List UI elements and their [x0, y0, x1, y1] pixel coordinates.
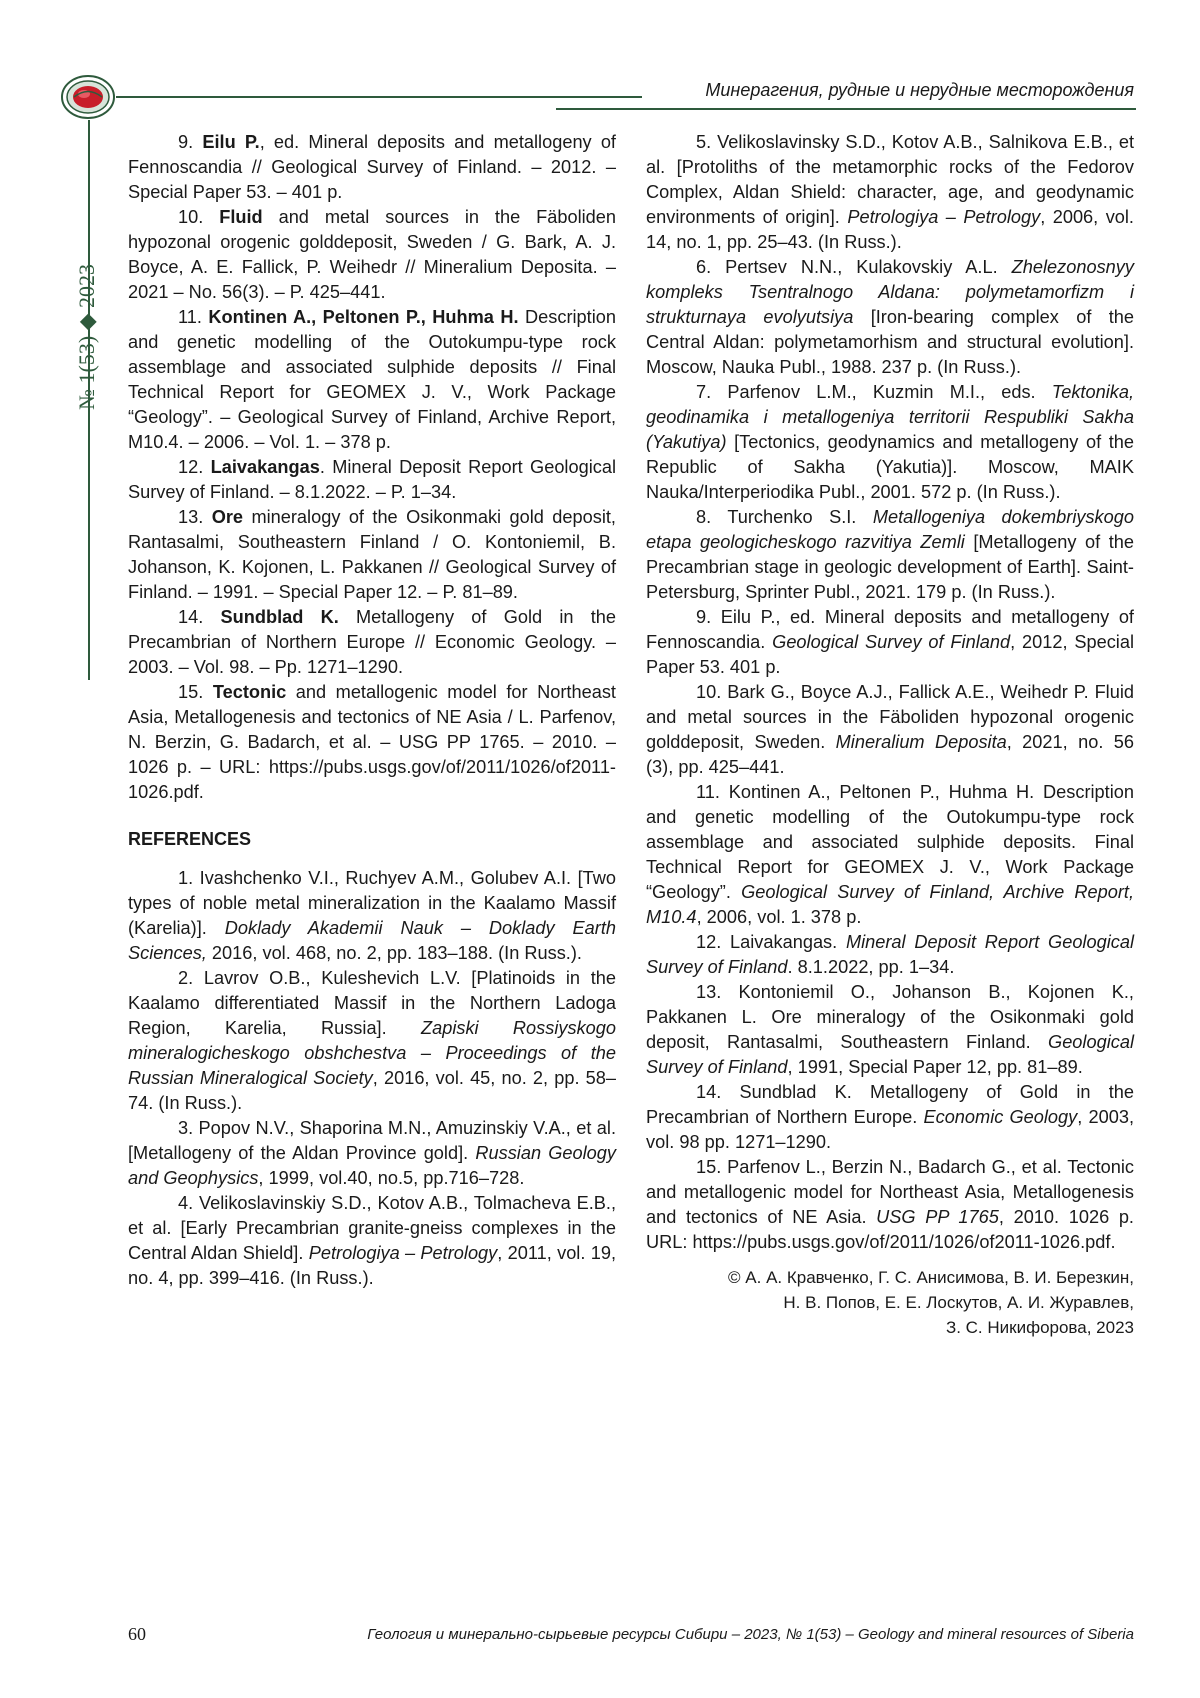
reference-entry — [128, 1116, 616, 1191]
reference-entry — [646, 780, 1134, 930]
source-entry — [128, 305, 616, 455]
section-title: Минерагения, рудные и нерудные месторождения — [705, 80, 1134, 100]
reference-text: 5. Velikoslavinsky S.D., Kotov A.B., Salnikova E.B., et al. [Protoliths of the metamorphic rocks of the Fedorov Complex, Aldan Shield: character, age, and geodynamic environments of origin]. — [646, 132, 1134, 227]
reference-entry — [646, 505, 1134, 605]
reference-details: , 1991, Special Paper 12, pp. 81–89. — [787, 1057, 1083, 1077]
reference-source: Geological Survey of Finland — [646, 1032, 1134, 1077]
reference-details: [Iron-bearing complex of the Central Aldan: polymetamorhism and structural evolution]. Moscow, Nauka Publ., 1988. 237 p. (In Russ.). — [646, 307, 1134, 377]
entry-number: 13. — [178, 507, 204, 527]
journal-footer: Геология и минерально-сырьевые ресурсы Сибири – 2023, № 1(53) – Geology and mineral resources of Siberia — [367, 1626, 1134, 1643]
references-heading: REFERENCES — [128, 829, 252, 849]
reference-text: 2. Lavrov O.B., Kuleshevich L.V. [Platinoids in the Kaalamo differentiated Massif in the Northern Ladoga Region, Karelia, Russia]. — [128, 968, 616, 1038]
reference-text: 14. Sundblad K. Metallogeny of Gold in the Precambrian of Northern Europe. — [646, 1082, 1134, 1127]
reference-source: Geological Survey of Finland — [772, 632, 1011, 652]
references-list-right — [646, 130, 1134, 1255]
reference-entry — [646, 380, 1134, 505]
reference-entry — [646, 605, 1134, 680]
reference-text: 12. Laivakangas. — [696, 932, 846, 952]
copyright-line: З. С. Никифорова, 2023 — [945, 1318, 1134, 1337]
entry-lead: Ore — [211, 507, 244, 527]
reference-entry — [646, 930, 1134, 980]
left-column — [128, 130, 616, 1291]
reference-details: 2016, vol. 468, no. 2, pp. 183–188. (In Russ.). — [206, 943, 582, 963]
journal-logo-icon — [60, 74, 116, 120]
right-column — [646, 130, 1134, 1340]
entry-text: Metallogeny of Gold in the Precambrian of Northern Europe // Economic Geology. – 2003. – Vol. 98. – Pp. 1271–1290. — [128, 607, 617, 677]
entry-number: 15. — [178, 682, 204, 702]
reference-source: Geological Survey of Finland, Archive Report, M10.4 — [646, 882, 1134, 927]
entry-text: and metal sources in the Fäboliden hypozonal orogenic golddeposit, Sweden / G. Bark, A. J. Boyce, A. E. Fallick, P. Weihedr // Mineralium Deposita. – 2021 – No. 56(3). – P. 425–441. — [128, 207, 616, 302]
reference-text: 11. Kontinen A., Peltonen P., Huhma H. Description and genetic modelling of the Outokumpu-type rock assemblage and associated sulphide deposits. Final Technical Report for GEOMEX J. V., Work Package “Geology”. — [646, 782, 1134, 902]
reference-entry — [128, 866, 616, 966]
entry-number: 12. — [178, 457, 204, 477]
reference-details: , 2021, no. 56 (3), pp. 425–441. — [646, 732, 1134, 777]
reference-details: [Metallogeny of the Precambrian stage in geologic development of Earth]. Saint-Petersburg, Sprinter Publ., 2021. 179 p. (In Russ.). — [646, 532, 1134, 602]
reference-entry — [646, 680, 1134, 780]
entry-lead: Laivakangas — [210, 457, 320, 477]
source-entry — [128, 455, 616, 505]
entry-number: 10. — [178, 207, 204, 227]
reference-source: Tektonika, geodinamika i metallogeniya territorii Respubliki Sakha (Yakutiya) — [646, 382, 1134, 452]
reference-source: Zhelezonosnyy kompleks Tsentralnogo Aldana: polymetamorfizm i strukturnaya evolyutsiya — [646, 257, 1134, 327]
reference-source: Mineral Deposit Report Geological Survey of Finland — [646, 932, 1134, 977]
source-entry — [128, 680, 616, 805]
reference-source: Doklady Akademii Nauk – Doklady Earth Sciences, — [128, 918, 616, 963]
reference-text: 1. Ivashchenko V.I., Ruchyev A.M., Golubev A.I. [Two types of noble metal mineralization in the Kaalamo Massif (Karelia)]. — [128, 868, 616, 938]
entry-lead: Fluid — [219, 207, 263, 227]
issue-label: № 1(53) ◆ 2023 — [74, 263, 99, 410]
entry-text: and metallogenic model for Northeast Asia, Metallogenesis and tectonics of NE Asia / L. Parfenov, N. Berzin, G. Badarch, et al. – USG PP 1765. – 2010. – 1026 p. – URL: https://pubs.usgs.gov/of/2011/1026/of2011-1026.pdf. — [128, 682, 616, 802]
header-rule-lower — [556, 108, 1136, 110]
reference-details: . 8.1.2022, pp. 1–34. — [787, 957, 955, 977]
source-entry — [128, 605, 616, 680]
reference-source: Petrologiya – Petrology — [847, 207, 1041, 227]
reference-source: Economic Geology — [923, 1107, 1078, 1127]
entry-text: . Mineral Deposit Report Geological Survey of Finland. – 8.1.2022. – P. 1–34. — [128, 457, 616, 502]
reference-entry — [128, 1191, 616, 1291]
reference-text: 9. Eilu P., ed. Mineral deposits and metallogeny of Fennoscandia. — [646, 607, 1134, 652]
entry-lead: Tectonic — [212, 682, 287, 702]
reference-text: 3. Popov N.V., Shaporina M.N., Amuzinskiy V.A., et al. [Metallogeny of the Aldan Province gold]. — [128, 1118, 616, 1163]
reference-details: [Tectonics, geodynamics and metallogeny of the Republic of Sakha (Yakutia)]. Moscow, MAIK Nauka/Interperiodika Publ., 2001. 572 p. (In Russ.). — [646, 432, 1134, 502]
reference-details: , 2010. 1026 p. URL: https://pubs.usgs.gov/of/2011/1026/of2011-1026.pdf. — [646, 1207, 1134, 1252]
reference-details: , 2012, Special Paper 53. 401 p. — [646, 632, 1134, 677]
reference-source: Mineralium Deposita — [835, 732, 1007, 752]
reference-details: , 2006, vol. 1. 378 p. — [696, 907, 862, 927]
entry-text: Description and genetic modelling of the Outokumpu-type rock assemblage and associated sulphide deposits // Final Technical Report for GEOMEX J. V., Work Package “Geology”. – Geological Survey of Finland, Archive Report, M10.4. – 2006. – Vol. 1. – 378 p. — [128, 307, 616, 452]
reference-source: USG PP 1765 — [876, 1207, 999, 1227]
reference-entry — [646, 1155, 1134, 1255]
copyright-line: Н. В. Попов, Е. Е. Лоскутов, А. И. Журавлев, — [783, 1293, 1134, 1312]
reference-text: 15. Parfenov L., Berzin N., Badarch G., et al. Tectonic and metallogenic model for Northeast Asia, Metallogenesis and tectonics of NE Asia. — [646, 1157, 1134, 1227]
entry-text: , ed. Mineral deposits and metallogeny of Fennoscandia // Geological Survey of Finland. – 2012. – Special Paper 53. – 401 p. — [128, 132, 616, 202]
reference-text: 6. Pertsev N.N., Kulakovskiy A.L. — [696, 257, 1012, 277]
reference-details: , 2016, vol. 45, no. 2, pp. 58–74. (In Russ.). — [128, 1068, 616, 1113]
reference-text: 10. Bark G., Boyce A.J., Fallick A.E., Weihedr P. Fluid and metal sources in the Fäboliden hypozonal orogenic golddeposit, Sweden. — [646, 682, 1134, 752]
reference-entry — [128, 966, 616, 1116]
reference-entry — [646, 980, 1134, 1080]
header-rule — [116, 96, 642, 98]
page-number: 60 — [128, 1624, 146, 1644]
reference-text: 8. Turchenko S.I. — [696, 507, 873, 527]
reference-details: , 2011, vol. 19, no. 4, pp. 399–416. (In Russ.). — [128, 1243, 616, 1288]
reference-text: 4. Velikoslavinskiy S.D., Kotov A.B., Tolmacheva E.B., et al. [Early Precambrian granite-gneiss complexes in the Central Aldan Shield]. — [128, 1193, 616, 1263]
reference-entry — [646, 1080, 1134, 1155]
reference-details: , 1999, vol.40, no.5, pp.716–728. — [258, 1168, 525, 1188]
source-entry — [128, 205, 616, 305]
reference-source: Petrologiya – Petrology — [308, 1243, 498, 1263]
reference-source: Russian Geology and Geophysics — [128, 1143, 616, 1188]
entry-lead: Sundblad K. — [220, 607, 339, 627]
reference-entry — [646, 130, 1134, 255]
entry-lead: Eilu P. — [202, 132, 260, 152]
reference-details: , 2003, vol. 98 pp. 1271–1290. — [646, 1107, 1134, 1152]
references-list-left — [128, 866, 616, 1291]
reference-source: Zapiski Rossiyskogo mineralogicheskogo obshchestva – Proceedings of the Russian Mineralogical Society — [128, 1018, 617, 1088]
reference-text: 13. Kontoniemil O., Johanson B., Kojonen K., Pakkanen L. Ore mineralogy of the Osikonmaki gold deposit, Rantasalmi, Southeastern Finland. — [646, 982, 1134, 1052]
entry-text: mineralogy of the Osikonmaki gold deposit, Rantasalmi, Southeastern Finland / O. Kontoniemil, B. Johanson, K. Kojonen, L. Pakkanen // Geological Survey of Finland. – 1991. – Special Paper 12. – P. 81–89. — [128, 507, 616, 602]
reference-source: Metallogeniya dokembriyskogo etapa geologicheskogo razvitiya Zemli — [646, 507, 1134, 552]
entry-number: 11. — [178, 307, 202, 327]
reference-text: 7. Parfenov L.M., Kuzmin M.I., eds. — [696, 382, 1052, 402]
entry-lead: Kontinen A., Peltonen P., Huhma H. — [208, 307, 519, 327]
reference-entry — [646, 255, 1134, 380]
entry-number: 9. — [178, 132, 194, 152]
source-entry — [128, 130, 616, 205]
reference-details: , 2006, vol. 14, no. 1, pp. 25–43. (In Russ.). — [646, 207, 1134, 252]
entry-number: 14. — [178, 607, 204, 627]
source-list — [128, 130, 616, 805]
copyright-line: © А. А. Кравченко, Г. С. Анисимова, В. И. Березкин, — [728, 1268, 1134, 1287]
source-entry — [128, 505, 616, 605]
copyright — [646, 1265, 1134, 1340]
